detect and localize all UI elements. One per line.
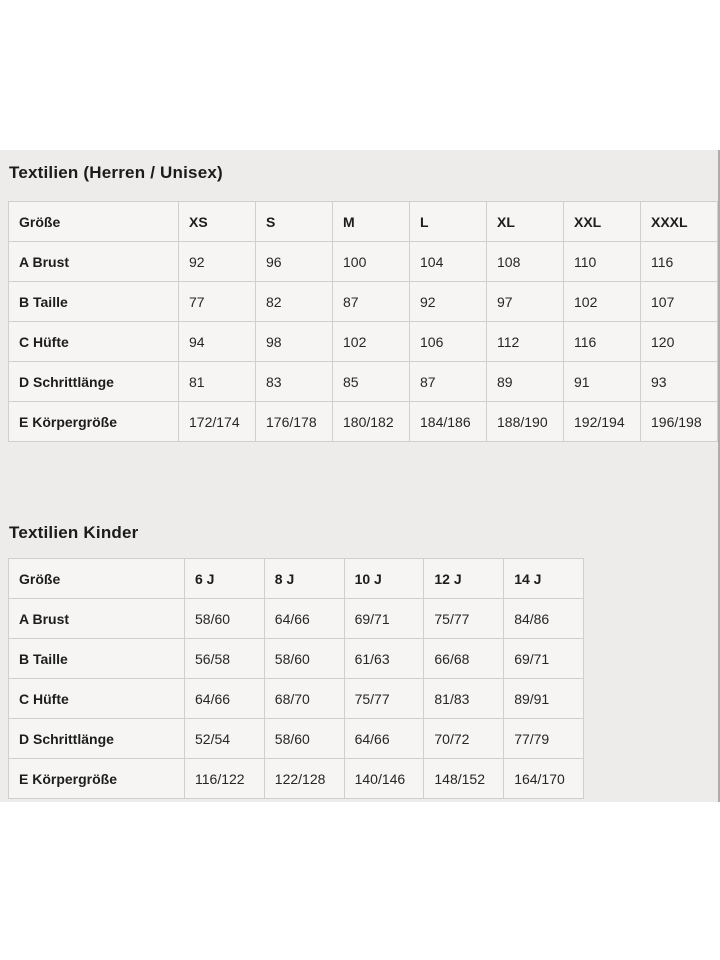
table-cell: 176/178 [256, 402, 333, 442]
column-header-10j: 10 J [344, 559, 424, 599]
column-header-6j: 6 J [185, 559, 265, 599]
table-row-brust [9, 599, 584, 639]
row-label: B Taille [9, 282, 179, 322]
table-cell: 140/146 [344, 759, 424, 799]
table-row-schrittlaenge [9, 362, 718, 402]
table-cell: 172/174 [179, 402, 256, 442]
table-cell: 107 [641, 282, 718, 322]
table-cell: 87 [410, 362, 487, 402]
table-header-row [9, 202, 718, 242]
table-cell: 108 [487, 242, 564, 282]
column-header-xs: XS [179, 202, 256, 242]
table-cell: 102 [564, 282, 641, 322]
table-cell: 91 [564, 362, 641, 402]
column-header-groesse: Größe [9, 202, 179, 242]
table-cell: 184/186 [410, 402, 487, 442]
table-cell: 164/170 [504, 759, 584, 799]
table-cell: 148/152 [424, 759, 504, 799]
table-row-taille [9, 282, 718, 322]
table-cell: 110 [564, 242, 641, 282]
table-cell: 83 [256, 362, 333, 402]
column-header-xl: XL [487, 202, 564, 242]
column-header-groesse: Größe [9, 559, 185, 599]
table-cell: 180/182 [333, 402, 410, 442]
table-cell: 61/63 [344, 639, 424, 679]
table-cell: 192/194 [564, 402, 641, 442]
table-cell: 92 [410, 282, 487, 322]
table-cell: 58/60 [264, 719, 344, 759]
row-label: E Körpergröße [9, 759, 185, 799]
column-header-l: L [410, 202, 487, 242]
table-cell: 112 [487, 322, 564, 362]
size-table-herren-unisex [8, 201, 718, 442]
table-cell: 82 [256, 282, 333, 322]
table-cell: 106 [410, 322, 487, 362]
table-cell: 64/66 [185, 679, 265, 719]
table-row-koerpergroesse [9, 759, 584, 799]
table-cell: 87 [333, 282, 410, 322]
table-cell: 75/77 [344, 679, 424, 719]
column-header-14j: 14 J [504, 559, 584, 599]
table-cell: 188/190 [487, 402, 564, 442]
table-cell: 85 [333, 362, 410, 402]
table-cell: 122/128 [264, 759, 344, 799]
table-cell: 58/60 [185, 599, 265, 639]
column-header-12j: 12 J [424, 559, 504, 599]
table-cell: 68/70 [264, 679, 344, 719]
section-title-kinder: Textilien Kinder [9, 523, 139, 542]
table-cell: 94 [179, 322, 256, 362]
column-header-xxxl: XXXL [641, 202, 718, 242]
table-cell: 89/91 [504, 679, 584, 719]
row-label: D Schrittlänge [9, 362, 179, 402]
row-label: E Körpergröße [9, 402, 179, 442]
row-label: D Schrittlänge [9, 719, 185, 759]
table-cell: 70/72 [424, 719, 504, 759]
table-cell: 69/71 [504, 639, 584, 679]
table-cell: 56/58 [185, 639, 265, 679]
table-cell: 97 [487, 282, 564, 322]
row-label: C Hüfte [9, 322, 179, 362]
size-chart-panel [0, 150, 720, 802]
table-cell: 81 [179, 362, 256, 402]
table-cell: 58/60 [264, 639, 344, 679]
table-cell: 116 [641, 242, 718, 282]
section-title-herren-unisex: Textilien (Herren / Unisex) [9, 163, 223, 182]
table-cell: 84/86 [504, 599, 584, 639]
table-row-brust [9, 242, 718, 282]
row-label: B Taille [9, 639, 185, 679]
table-cell: 69/71 [344, 599, 424, 639]
table-cell: 81/83 [424, 679, 504, 719]
table-cell: 196/198 [641, 402, 718, 442]
column-header-8j: 8 J [264, 559, 344, 599]
row-label: C Hüfte [9, 679, 185, 719]
table-cell: 93 [641, 362, 718, 402]
row-label: A Brust [9, 599, 185, 639]
table-cell: 64/66 [264, 599, 344, 639]
table-cell: 92 [179, 242, 256, 282]
table-cell: 116 [564, 322, 641, 362]
column-header-m: M [333, 202, 410, 242]
table-cell: 77/79 [504, 719, 584, 759]
table-row-koerpergroesse [9, 402, 718, 442]
table-cell: 52/54 [185, 719, 265, 759]
table-cell: 89 [487, 362, 564, 402]
table-cell: 98 [256, 322, 333, 362]
table-cell: 66/68 [424, 639, 504, 679]
table-row-taille [9, 639, 584, 679]
table-row-huefte [9, 322, 718, 362]
table-cell: 104 [410, 242, 487, 282]
table-cell: 96 [256, 242, 333, 282]
column-header-xxl: XXL [564, 202, 641, 242]
column-header-s: S [256, 202, 333, 242]
size-table-kinder [8, 558, 584, 799]
table-cell: 75/77 [424, 599, 504, 639]
table-row-huefte [9, 679, 584, 719]
table-cell: 102 [333, 322, 410, 362]
table-cell: 120 [641, 322, 718, 362]
table-cell: 116/122 [185, 759, 265, 799]
row-label: A Brust [9, 242, 179, 282]
table-row-schrittlaenge [9, 719, 584, 759]
table-cell: 64/66 [344, 719, 424, 759]
table-header-row [9, 559, 584, 599]
table-cell: 100 [333, 242, 410, 282]
table-cell: 77 [179, 282, 256, 322]
